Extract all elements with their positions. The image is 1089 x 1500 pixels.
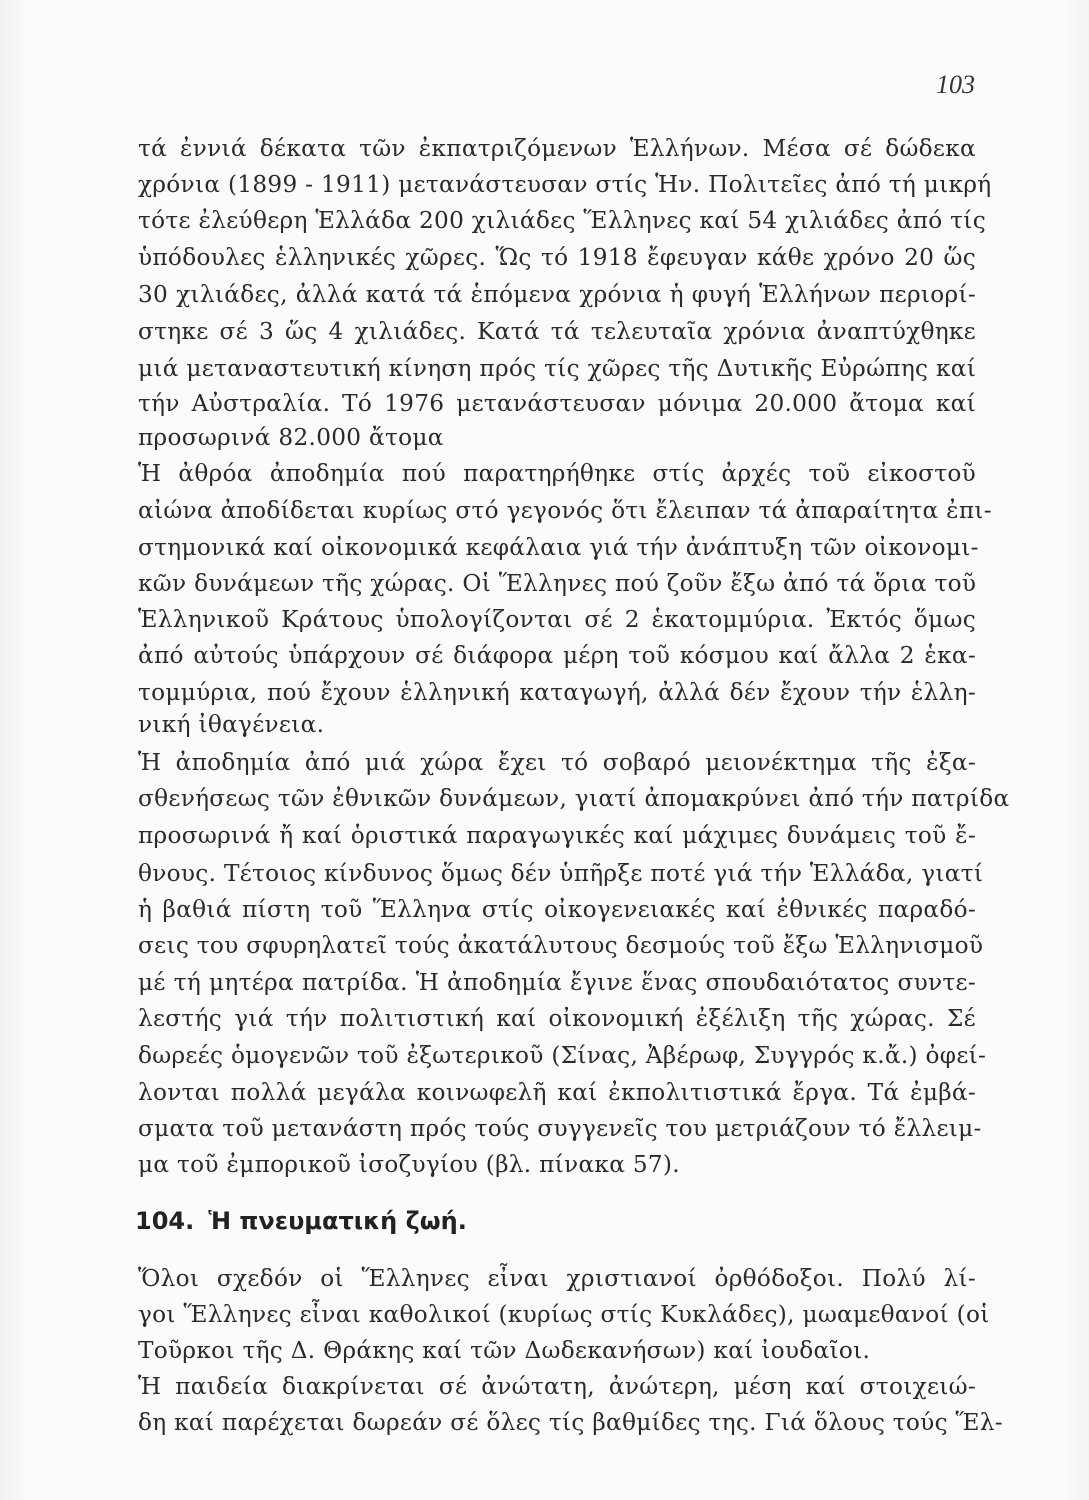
- text-line: ὑπόδουλες ἑλληνικές χῶρες. Ὥς τό 1918 ἔφευγαν κάθε χρόνο 20 ὥς: [138, 244, 976, 271]
- text-line: Ἡ ἀποδημία ἀπό μιά χώρα ἔχει τό σοβαρό μειονέκτημα τῆς ἐξα-: [138, 749, 976, 776]
- text-line: θνους. Τέτοιος κίνδυνος ὅμως δέν ὑπῆρξε ποτέ γιά τήν Ἑλλάδα, γιατί: [138, 860, 984, 887]
- text-line: σθενήσεως τῶν ἐθνικῶν δυνάμεων, γιατί ἀπομακρύνει ἀπό τήν πατρίδα: [138, 785, 1010, 812]
- text-line: δη καί παρέχεται δωρεάν σέ ὅλες τίς βαθμίδες της. Γιά ὅλους τούς Ἕλ-: [138, 1409, 1003, 1436]
- text-line: μα τοῦ ἐμπορικοῦ ἰσοζυγίου (βλ. πίνακα 57).: [138, 1151, 680, 1178]
- text-line: Τοῦρκοι τῆς Δ. Θράκης καί τῶν Δωδεκανήσων) καί ἰουδαῖοι.: [138, 1337, 871, 1364]
- text-line: λεστής γιά τήν πολιτιστική καί οἰκονομική ἐξέλιξη τῆς χώρας. Σέ: [138, 1005, 976, 1032]
- text-line: τομμύρια, πού ἔχουν ἑλληνική καταγωγή, ἀλλά δέν ἔχουν τήν ἑλλη-: [138, 679, 976, 706]
- text-line: λονται πολλά μεγάλα κοινωφελῆ καί ἐκπολιτιστικά ἔργα. Τά ἐμβά-: [138, 1079, 976, 1106]
- page-number: 103: [936, 70, 975, 99]
- text-line: Ἑλληνικοῦ Κράτους ὑπολογίζονται σέ 2 ἑκατομμύρια. Ἐκτός ὅμως: [138, 606, 976, 633]
- text-line: νική ἰθαγένεια.: [138, 711, 325, 738]
- text-line: αἰώνα ἀποδίδεται κυρίως στό γεγονός ὅτι ἔλειπαν τά ἀπαραίτητα ἐπι-: [138, 497, 992, 524]
- text-line: 30 χιλιάδες, ἀλλά κατά τά ἑπόμενα χρόνια ἡ φυγή Ἑλλήνων περιορί-: [138, 281, 976, 308]
- section-title: Ἡ πνευματική ζωή.: [208, 1207, 467, 1235]
- text-line: κῶν δυνάμεων τῆς χώρας. Οἱ Ἕλληνες πού ζοῦν ἔξω ἀπό τά ὅρια τοῦ: [138, 570, 977, 597]
- text-line: στηκε σέ 3 ὥς 4 χιλιάδες. Κατά τά τελευταῖα χρόνια ἀναπτύχθηκε: [138, 318, 976, 345]
- text-line: τά ἐννιά δέκατα τῶν ἐκπατριζόμενων Ἑλλήνων. Μέσα σέ δώδεκα: [138, 135, 976, 162]
- text-line: Ὅλοι σχεδόν οἱ Ἕλληνες εἶναι χριστιανοί ὀρθόδοξοι. Πολύ λί-: [138, 1265, 976, 1292]
- text-line: στημονικά καί οἰκονομικά κεφάλαια γιά τήν ἀνάπτυξη τῶν οἰκονομι-: [138, 534, 979, 561]
- text-line: τήν Αὐστραλία. Τό 1976 μετανάστευσαν μόνιμα 20.000 ἄτομα καί: [138, 390, 976, 417]
- text-line: σεις του σφυρηλατεῖ τούς ἀκατάλυτους δεσμούς τοῦ ἔξω Ἑλληνισμοῦ: [138, 932, 984, 959]
- section-number: 104.: [135, 1207, 195, 1235]
- text-line: δωρεές ὁμογενῶν τοῦ ἐξωτερικοῦ (Σίνας, Ἀβέρωφ, Συγγρός κ.ἄ.) ὀφεί-: [138, 1042, 987, 1069]
- section-heading: [135, 1203, 467, 1239]
- text-line: προσωρινά 82.000 ἄτομα: [138, 424, 444, 451]
- text-line: Ἡ παιδεία διακρίνεται σέ ἀνώτατη, ἀνώτερη, μέση καί στοιχειώ-: [138, 1373, 976, 1400]
- text-line: προσωρινά ἤ καί ὁριστικά παραγωγικές καί μάχιμες δυνάμεις τοῦ ἔ-: [138, 822, 976, 849]
- text-line: μιά μεταναστευτική κίνηση πρός τίς χῶρες τῆς Δυτικῆς Εὐρώπης καί: [138, 355, 977, 382]
- text-line: ἡ βαθιά πίστη τοῦ Ἕλληνα στίς οἰκογενειακές καί ἐθνικές παραδό-: [138, 896, 976, 923]
- text-line: σματα τοῦ μετανάστη πρός τούς συγγενεῖς του μετριάζουν τό ἔλλειμ-: [138, 1115, 982, 1142]
- text-line: τότε ἐλεύθερη Ἑλλάδα 200 χιλιάδες Ἕλληνες καί 54 χιλιάδες ἀπό τίς: [138, 207, 986, 234]
- text-line: ἀπό αὐτούς ὑπάρχουν σέ διάφορα μέρη τοῦ κόσμου καί ἄλλα 2 ἑκα-: [138, 642, 976, 669]
- text-line: μέ τή μητέρα πατρίδα. Ἡ ἀποδημία ἔγινε ἕνας σπουδαιότατος συντε-: [138, 969, 976, 996]
- text-line: Ἡ ἀθρόα ἀποδημία πού παρατηρήθηκε στίς ἀρχές τοῦ εἰκοστοῦ: [138, 460, 976, 487]
- text-line: γοι Ἕλληνες εἶναι καθολικοί (κυρίως στίς Κυκλάδες), μωαμεθανοί (οἱ: [138, 1301, 990, 1328]
- text-line: χρόνια (1899 - 1911) μετανάστευσαν στίς Ἡν. Πολιτεῖες ἀπό τή μικρή: [138, 171, 992, 198]
